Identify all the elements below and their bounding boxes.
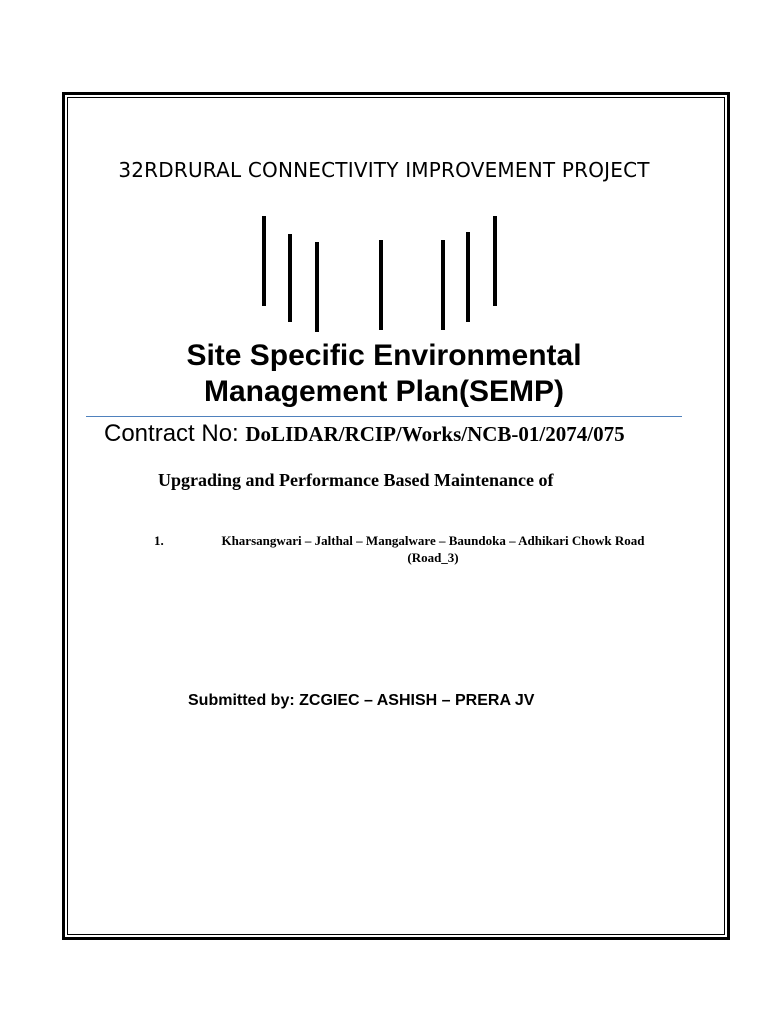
road-list-item bbox=[154, 532, 674, 566]
document-title-line-1: Site Specific Environmental bbox=[186, 339, 582, 372]
contract-label: Contract No: bbox=[104, 420, 246, 447]
contract-number: DoLIDAR/RCIP/Works/NCB-01/2074/075 bbox=[245, 422, 625, 446]
title-divider bbox=[86, 416, 682, 417]
road-item-text: Kharsangwari – Jalthal – Mangalware – Baundoka – Adhikari Chowk Road (Road_3) bbox=[221, 533, 645, 565]
project-title: 32RDRURAL CONNECTIVITY IMPROVEMENT PROJECT bbox=[118, 158, 650, 182]
document-title bbox=[100, 338, 668, 410]
contract-line bbox=[104, 420, 704, 448]
document-title-line-2: Management Plan(SEMP) bbox=[203, 375, 565, 408]
road-item-number: 1. bbox=[154, 533, 164, 548]
upgrade-heading: Upgrading and Performance Based Maintenance of bbox=[158, 470, 554, 490]
vertical-bars-logo-icon bbox=[250, 210, 510, 340]
submitted-by: Submitted by: ZCGIEC – ASHISH – PRERA JV bbox=[188, 692, 535, 709]
